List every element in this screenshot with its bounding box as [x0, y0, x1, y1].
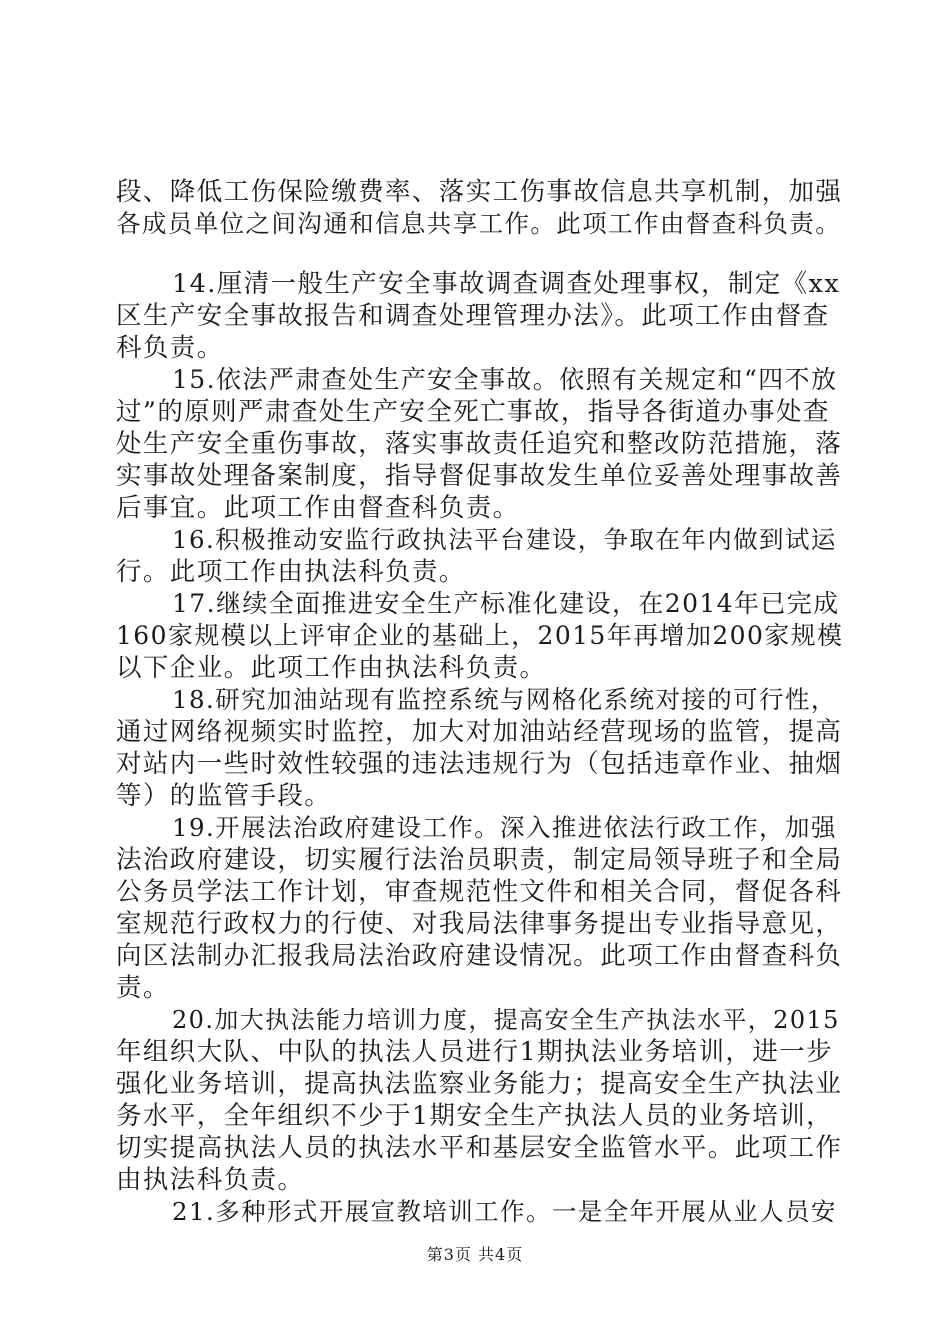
text-line: 后事宜。此项工作由督查科负责。 [116, 493, 520, 523]
text-line: 切实提高执法人员的执法水平和基层安全监管水平。此项工作 [116, 1133, 843, 1163]
text-line: 室规范行政权力的行使、对我局法律事务提出专业指导意见， [116, 909, 843, 939]
text-line: 以下企业。此项工作由执法科负责。 [116, 653, 547, 683]
text-line: 处生产安全重伤事故，落实事故责任追究和整改防范措施，落 [116, 429, 843, 459]
text-line: 15.依法严肃查处生产安全事故。依照有关规定和“四不放 [172, 365, 838, 394]
page-number: 第3页 共4页 [426, 1245, 524, 1264]
text-line: 160家规模以上评审企业的基础上，2015年再增加200家规模 [116, 621, 844, 650]
text-line: 过”的原则严肃查处生产安全死亡事故，指导各街道办事处查 [116, 397, 830, 427]
text-line: 20.加大执法能力培训力度，提高安全生产执法水平，2015 [172, 1006, 840, 1034]
text-line: 法治政府建设，切实履行法治员职责，制定局领导班子和全局 [116, 845, 843, 875]
text-line: 17.继续全面推进安全生产标准化建设，在2014年已完成 [172, 589, 840, 618]
text-line: 16.积极推动安监行政执法平台建设，争取在年内做到试运 [172, 525, 837, 554]
text-line: 实事故处理备案制度，指导督促事故发生单位妥善处理事故善 [116, 461, 843, 491]
text-line: 段、降低工伤保险缴费率、落实工伤事故信息共享机制，加强 [116, 177, 843, 207]
text-line: 公务员学法工作计划，审查规范性文件和相关合同，督促各科 [116, 877, 843, 907]
text-line: 向区法制办汇报我局法治政府建设情况。此项工作由督查科负 [116, 941, 843, 971]
text-line: 21.多种形式开展宣教培训工作。一是全年开展从业人员安 [172, 1197, 837, 1226]
text-line: 责。 [116, 973, 170, 1003]
text-line: 强化业务培训，提高执法监察业务能力；提高安全生产执法业 [116, 1069, 843, 1099]
text-line: 18.研究加油站现有监控系统与网格化系统对接的可行性， [172, 685, 837, 714]
text-line: 务水平，全年组织不少于1期安全生产执法人员的业务培训， [116, 1101, 834, 1131]
text-line: 各成员单位之间沟通和信息共享工作。此项工作由督查科负责。 [116, 209, 842, 238]
text-line: 等）的监管手段。 [116, 781, 332, 811]
text-line: 19.开展法治政府建设工作。深入推进依法行政工作，加强 [172, 813, 837, 842]
text-line: 通过网络视频实时监控，加大对加油站经营现场的监管，提高 [116, 717, 843, 747]
text-line: 科负责。 [116, 333, 224, 363]
text-line: 14.厘清一般生产安全事故调查调查处理事权，制定《xx [172, 269, 841, 299]
text-line: 行。此项工作由执法科负责。 [116, 557, 466, 587]
text-line: 对站内一些时效性较强的违法违规行为（包括违章作业、抽烟 [116, 749, 843, 779]
text-line: 由执法科负责。 [116, 1165, 305, 1195]
text-line: 区生产安全事故报告和调查处理管理办法》。此项工作由督查 [116, 301, 830, 331]
text-line: 年组织大队、中队的执法人员进行1期执法业务培训，进一步 [116, 1037, 834, 1067]
